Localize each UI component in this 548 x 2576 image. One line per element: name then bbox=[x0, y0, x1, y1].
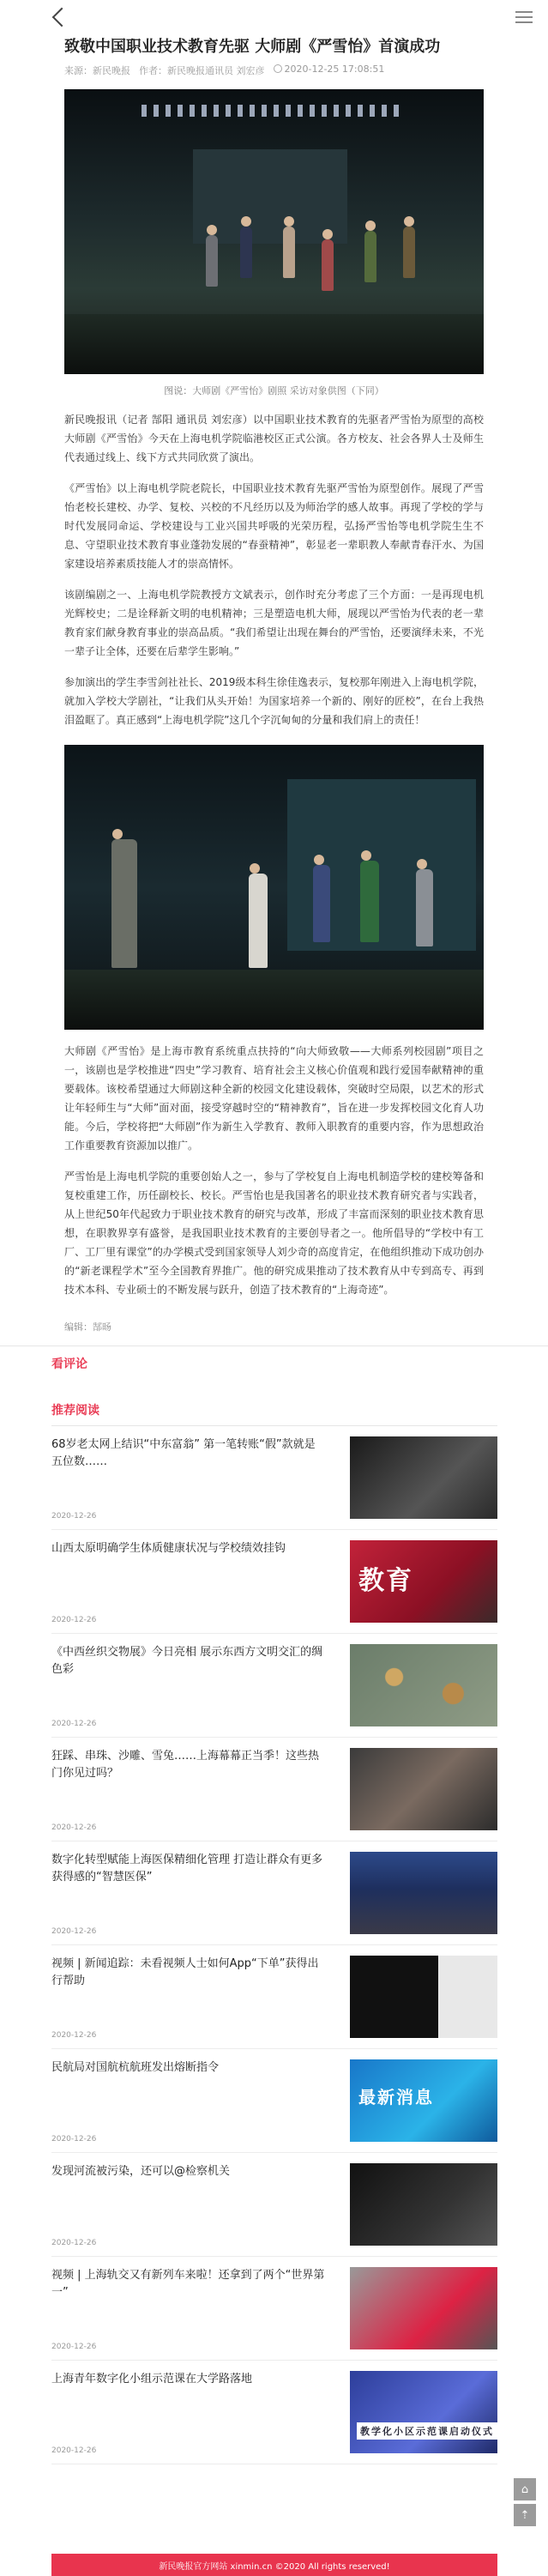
list-item-thumbnail[interactable] bbox=[350, 2267, 497, 2349]
list-item-date: 2020-12-26 bbox=[51, 2446, 97, 2455]
list-item[interactable] bbox=[51, 2049, 497, 2153]
list-item-date: 2020-12-26 bbox=[51, 2343, 97, 2351]
article bbox=[0, 36, 548, 1333]
list-item-thumbnail[interactable] bbox=[350, 1540, 497, 1623]
list-item-thumbnail[interactable] bbox=[350, 1644, 497, 1726]
list-item[interactable] bbox=[51, 1738, 497, 1841]
actor-figure bbox=[322, 239, 334, 291]
comments-link[interactable]: 看评论 bbox=[51, 1358, 87, 1371]
article-paragraph: 《严雪怡》以上海电机学院老院长，中国职业技术教育先驱严雪怡为原型创作。展现了严雪怡老校长建校、办学、复校、兴校的不凡经历以及为师治学的感人故事。再现了学校的学与时代发展同命运、学校建设与工业兴国共呼吸的光荣历程，弘扬严雪怡等电机学院生生不息、守望职业技术教育事业蓬勃发展的“春蚕精神”，彰显老一辈职教人奉献青春汗水、为国家建设培养素质技能人才的崇高情怀。 bbox=[64, 482, 484, 570]
article-paragraph: 新民晚报讯（记者 郜阳 通讯员 刘宏彦）以中国职业技术教育的先驱者严雪怡为原型的高校大师剧《严雪怡》今天在上海电机学院临港校区正式公演。各方校友、社会各界人士及师生代表通过线上、线下方式共同欣赏了演出。 bbox=[64, 414, 484, 463]
actor-figure bbox=[313, 865, 330, 942]
back-to-top-icon: ⇡ bbox=[520, 2508, 530, 2522]
list-item-date: 2020-12-26 bbox=[51, 1616, 97, 1624]
actor-figure bbox=[283, 227, 295, 278]
list-item[interactable] bbox=[51, 1841, 497, 1945]
article-paragraph: 大师剧《严雪怡》是上海市教育系统重点扶持的“向大师致敬——大师系列校园剧”项目之一，该剧也是学校推进“四史”学习教育、培育社会主义核心价值观和践行爱国奉献精神的重要载体。该校希望通过大师剧这种全新的校园文化建设载体，突破时空局限，以艺术的形式让年轻师生与“大师”面对面，接受穿越时空的“精神教育”，旨在进一步发挥校园文化育人功能。今后，学校将把“大师剧”作为新生入学教育、教师入职教育的重要内容，作为思想政治工作重要教育资源加以推广。 bbox=[64, 1045, 484, 1152]
list-item[interactable] bbox=[51, 1634, 497, 1738]
actor-figure bbox=[403, 227, 415, 278]
list-item-title[interactable]: 数字化转型赋能上海医保精细化管理 打造让群众有更多获得感的“智慧医保” bbox=[51, 1853, 323, 1884]
actor-figure bbox=[416, 869, 433, 946]
thumbnail-text: 教学化小区示范课启动仪式 bbox=[357, 2422, 497, 2440]
thumbnail-text: 最新消息 bbox=[358, 2087, 434, 2107]
article-title: 致敬中国职业技术教育先驱 大师剧《严雪怡》首演成功 bbox=[64, 38, 441, 56]
list-item[interactable] bbox=[51, 2153, 497, 2257]
list-item-thumbnail[interactable] bbox=[350, 1436, 497, 1519]
article-source: 来源：新民晚报 bbox=[64, 65, 130, 76]
recommend-list bbox=[0, 1426, 497, 2464]
article-paragraph: 该剧编剧之一、上海电机学院教授方文斌表示，创作时充分考虑了三个方面：一是再现电机光辉校史；二是诠释新文明的电机精神；三是塑造电机大师，展现以严雪怡为代表的老一辈教育家们献身教育事业的崇高品质。“我们希望让出现在舞台的严雪怡，还要演绎未来，不光一辈子让全体，还要在后辈学生影响。” bbox=[64, 589, 484, 657]
list-item-date: 2020-12-26 bbox=[51, 1823, 97, 1832]
article-time-text: 2020-12-25 17:08:51 bbox=[284, 63, 385, 75]
stage-floor bbox=[64, 314, 484, 374]
list-item[interactable] bbox=[51, 1530, 497, 1634]
list-item-thumbnail[interactable] bbox=[350, 1748, 497, 1830]
stage-photo-2 bbox=[64, 745, 484, 1030]
actor-figure bbox=[111, 839, 137, 968]
list-item-thumbnail[interactable] bbox=[350, 1852, 497, 1934]
home-button[interactable] bbox=[514, 2478, 536, 2500]
list-item-title[interactable]: 上海青年数字化小组示范课在大学路落地 bbox=[51, 2373, 253, 2386]
thumbnail-text: 教育 bbox=[358, 1566, 413, 1596]
stage-floor bbox=[64, 970, 484, 1030]
list-item-date: 2020-12-26 bbox=[51, 1512, 97, 1521]
list-item[interactable] bbox=[51, 2361, 497, 2464]
list-item-title[interactable]: 视频 | 新闻追踪：未看视频人士如何App“下单”获得出行帮助 bbox=[51, 1957, 319, 1987]
article-author: 作者：新民晚报通讯员 刘宏彦 bbox=[139, 65, 265, 76]
list-item-thumbnail[interactable] bbox=[350, 1956, 497, 2038]
list-item-title[interactable]: 视频 | 上海轨交又有新列车来啦！还拿到了两个“世界第一” bbox=[51, 2269, 325, 2299]
list-item-title[interactable]: 《中西丝织交物展》今日亮相 展示东西方文明交汇的绸色彩 bbox=[51, 1646, 323, 1676]
actor-figure bbox=[360, 861, 379, 942]
stage-lights bbox=[142, 105, 399, 117]
top-bar bbox=[0, 0, 548, 34]
list-item[interactable] bbox=[51, 1945, 497, 2049]
back-chevron-icon[interactable] bbox=[52, 8, 72, 27]
list-item-date: 2020-12-26 bbox=[51, 2135, 97, 2144]
photo-caption: 图说：大师剧《严雪怡》剧照 采访对象供图（下同） bbox=[164, 385, 384, 396]
list-item-title[interactable]: 发现河流被污染，还可以@检察机关 bbox=[51, 2165, 231, 2178]
list-item-date: 2020-12-26 bbox=[51, 2239, 97, 2247]
article-time bbox=[274, 63, 385, 77]
home-icon: ⌂ bbox=[521, 2482, 529, 2496]
back-to-top-button[interactable] bbox=[514, 2504, 536, 2526]
article-meta bbox=[64, 63, 484, 77]
list-item[interactable] bbox=[51, 1426, 497, 1530]
list-item-thumbnail[interactable] bbox=[350, 2371, 497, 2453]
list-item-title[interactable]: 山西太原明确学生体质健康状况与学校绩效挂钩 bbox=[51, 1542, 286, 1555]
list-item-title[interactable]: 民航局对国航杭航班发出熔断指令 bbox=[51, 2061, 220, 2074]
recommend-heading: 推荐阅读 bbox=[51, 1404, 99, 1418]
actor-figure bbox=[206, 235, 218, 287]
list-item-date: 2020-12-26 bbox=[51, 1927, 97, 1936]
article-editor: 编辑：郜旸 bbox=[64, 1321, 111, 1333]
list-item-thumbnail[interactable] bbox=[350, 2163, 497, 2246]
article-paragraph: 参加演出的学生李雪剑社社长、2019级本科生徐佳逸表示，复校那年刚进入上海电机学院，就加入学校大学剧社，“让我们从头开始！为国家培养一个新的、刚好的匠校”，在台上我热泪盈眶了。真正感到“上海电机学院”这几个字沉甸甸的分量和我们肩上的责任！ bbox=[64, 676, 484, 726]
list-item-title[interactable]: 狂踩、串珠、沙雕、雪兔……上海幕幕正当季！这些热门你见过吗？ bbox=[51, 1750, 320, 1780]
list-item-thumbnail[interactable] bbox=[350, 2059, 497, 2142]
list-item-title[interactable]: 68岁老太网上结识“中东富翁” 第一笔转账“假”款就是五位数…… bbox=[51, 1438, 316, 1468]
clock-icon bbox=[274, 64, 282, 73]
article-paragraph: 严雪怡是上海电机学院的重要创始人之一，参与了学校复自上海电机制造学校的建校筹备和复校重建工作，历任副校长、校长。严雪怡也是我国著名的职业技术教育研究者与实践者，从上世纪50年代起致力于职业技术教育的研究与改革，形成了丰富而深刻的职业技术教育思想，在职教界享有盛誉，是我国职业技术教育的主要创导者之一。他所倡导的“学校中有工厂、工厂里有课堂”的办学模式受到国家领导人刘少奇的高度肯定，在他组织推动下成功创办的“新老课程学术”至今全国教育界推广。他的研究成果推动了技术教育从中专到高专、再到技术本科、专业硕士的不断发展与跃升，创造了技术教育的“上海奇迹”。 bbox=[64, 1170, 484, 1296]
list-item-date: 2020-12-26 bbox=[51, 2031, 97, 2040]
list-item-date: 2020-12-26 bbox=[51, 1720, 97, 1728]
list-item[interactable] bbox=[51, 2257, 497, 2361]
footer-text: 新民晚报官方网站 xinmin.cn ©2020 All rights reserved! bbox=[159, 2561, 390, 2572]
actor-figure bbox=[249, 874, 268, 968]
hamburger-menu-icon[interactable] bbox=[515, 11, 533, 23]
actor-figure bbox=[240, 227, 252, 278]
stage-photo-1 bbox=[64, 89, 484, 374]
actor-figure bbox=[364, 231, 376, 282]
site-footer bbox=[51, 2554, 497, 2576]
